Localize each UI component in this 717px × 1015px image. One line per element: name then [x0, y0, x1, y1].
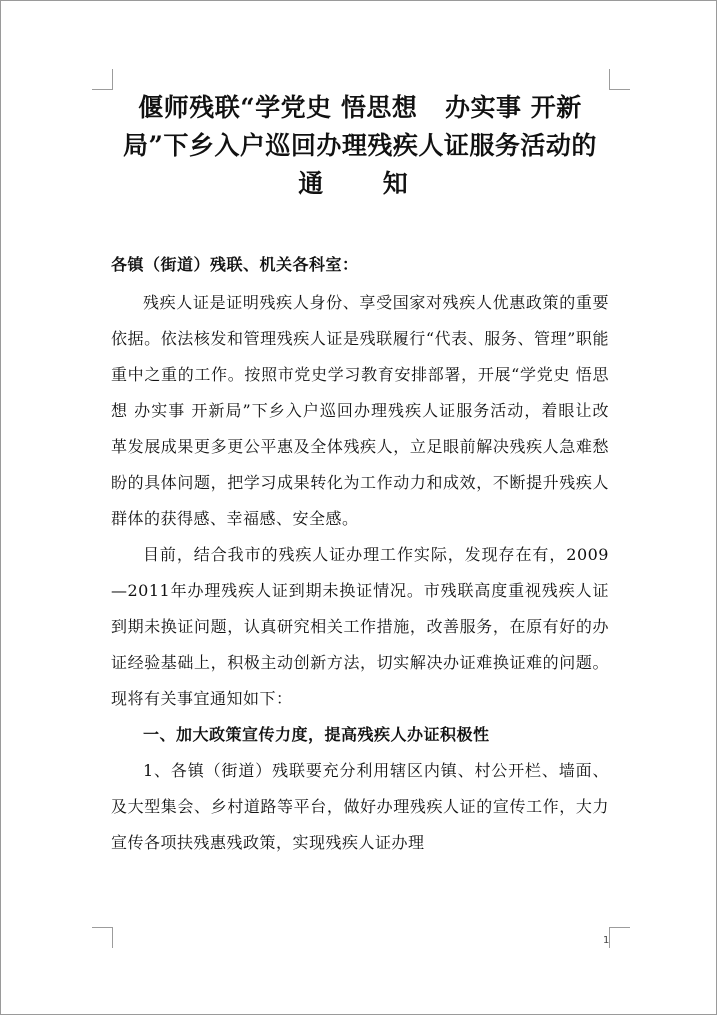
title-line-1: 偃师残联“学党史 悟思想 办实事 开新	[138, 93, 582, 122]
margin-corner-mark-top-right	[609, 69, 630, 90]
page-number: 1	[603, 935, 610, 946]
paragraph-current-situation: 目前，结合我市的残疾人证办理工作实际，发现存在有，2009—2011年办理残疾人证到期未换证情况。市残联高度重视残疾人证到期未换证问题，认真研究相关工作措施，改善服务，在原有好的办证经验基础上，积极主动创新方法，切实解决办证难换证难的问题。现将有关事宜通知如下：	[111, 545, 609, 708]
margin-corner-mark-bottom-right	[609, 927, 630, 948]
paragraph-intro: 残疾人证是证明残疾人身份、享受国家对残疾人优惠政策的重要依据。依法核发和管理残疾人证是残联履行“代表、服务、管理”职能重中之重的工作。按照市党史学习教育安排部署，开展“学党史 悟思想 办实事 开新局”下乡入户巡回办理残疾人证服务活动，着眼让改革发展成果更多更公平惠及全体残疾人，立足眼前解决残疾人急难愁盼的具体问题，把学习成果转化为工作动力和成效，不断提升残疾人群体的获得感、幸福感、安全感。	[111, 293, 609, 528]
document-title	[111, 89, 609, 203]
document-body	[111, 89, 609, 861]
list-item-1: 1、各镇（街道）残联要充分利用辖区内镇、村公开栏、墙面、及大型集会、乡村道路等平台，做好办理残疾人证的宣传工作，大力宣传各项扶残惠残政策，实现残疾人证办理	[111, 761, 609, 852]
section-heading-1: 一、加大政策宣传力度，提高残疾人办证积极性	[143, 725, 490, 744]
salutation: 各镇（街道）残联、机关各科室：	[111, 255, 359, 274]
margin-corner-mark-bottom-left	[92, 927, 113, 948]
margin-corner-mark-top-left	[92, 69, 113, 90]
title-line-2: 局”下乡入户巡回办理残疾人证服务活动的	[123, 131, 597, 160]
title-line-3: 通 知	[298, 169, 422, 198]
